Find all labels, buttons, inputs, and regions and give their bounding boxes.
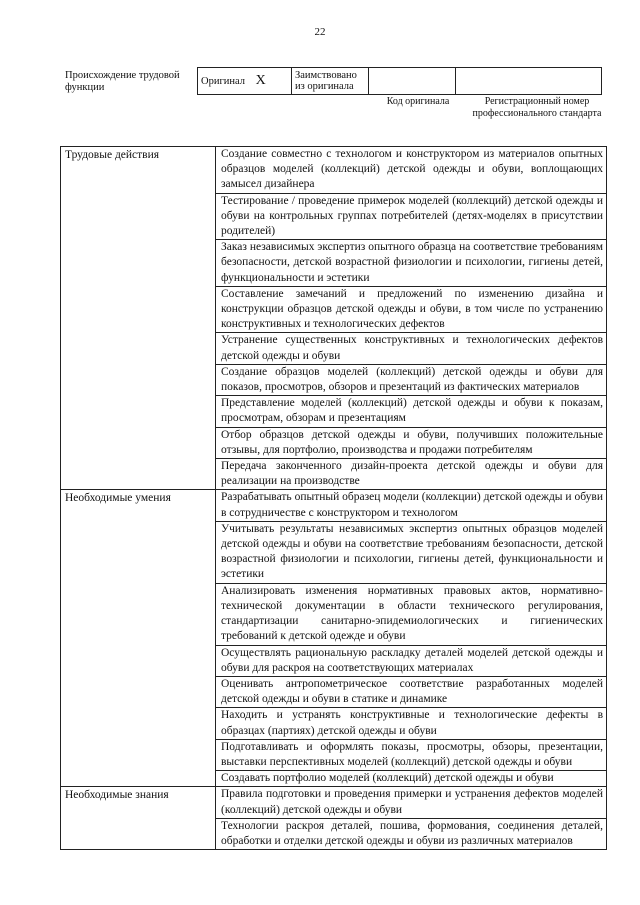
section-items — [216, 787, 607, 850]
original-label: Оригинал — [201, 76, 245, 87]
borrowed-cell: Заимствовано из оригинала — [292, 68, 369, 95]
list-item: Учитывать результаты независимых экспертиз опытных образцов моделей детской одежды и обуви на соответствие требованиям безопасности, детской возрастной физиологии и психологии, гигиены детей, функциональности и эстетики — [216, 522, 606, 584]
list-item: Подготавливать и оформлять показы, просмотры, обзоры, презентации, выставки перспективных моделей (коллекций) детской одежды и обуви — [216, 740, 606, 771]
list-item: Заказ независимых экспертиз опытного образца на соответствие требованиям безопасности, детской возрастной физиологии и психологии, гигиены детей, функциональности и эстетики — [216, 240, 606, 287]
list-item: Анализировать изменения нормативных правовых актов, нормативно-технической документации в области технического регулирования, стандартизации санитарно-эпидемиологических и гигиенических требований к детской одежде и обуви — [216, 584, 606, 646]
list-item: Устранение существенных конструктивных и технологических дефектов детской одежды и обуви — [216, 333, 606, 364]
section-title: Трудовые действия — [61, 147, 216, 490]
list-item: Разрабатывать опытный образец модели (коллекции) детской одежды и обуви в сотрудничестве с конструктором и технологом — [216, 490, 606, 521]
list-item: Создание совместно с технологом и конструктором из материалов опытных образцов моделей (коллекций) детской одежды и обуви, воплощающих замысел дизайнера — [216, 147, 606, 194]
origin-label: Происхождение трудовой функции — [65, 70, 180, 93]
section-items — [216, 490, 607, 787]
list-item: Тестирование / проведение примерок моделей (коллекций) детской одежды и обуви на контрольных группах потребителей (детях-моделях в присутствии родителей) — [216, 194, 606, 241]
section-title: Необходимые знания — [61, 787, 216, 850]
list-item: Находить и устранять конструктивные и технологические дефекты в образцах (партиях) детской одежды и обуви — [216, 708, 606, 739]
list-item: Представление моделей (коллекций) детской одежды и обуви к показам, просмотрам, обзорам и презентациям — [216, 396, 606, 427]
section-title: Необходимые умения — [61, 490, 216, 787]
list-item: Осуществлять рациональную раскладку деталей моделей детской одежды и обуви для раскроя на соответствующих материалах — [216, 646, 606, 677]
list-item: Создание образцов моделей (коллекций) детской одежды и обуви для показов, просмотров, обзоров и презентаций из фактических материалов — [216, 365, 606, 396]
registration-cell — [456, 68, 602, 95]
code-cell — [369, 68, 456, 95]
list-item: Технологии раскроя деталей, пошива, формования, соединения деталей, обработки и отделки детской одежды и обуви из различных материалов — [221, 819, 603, 847]
list-item: Составление замечаний и предложений по изменению дизайна и конструкции образцов детской одежды и обуви, в том числе по устранению конструктивных и технологических дефектов — [216, 287, 606, 334]
caption-code: Код оригинала — [386, 96, 450, 107]
functions-table — [60, 146, 607, 850]
page-number: 22 — [314, 26, 326, 38]
list-item: Оценивать антропометрическое соответствие разработанных моделей детской одежды и обуви в статике и динамике — [216, 677, 606, 708]
section-row — [61, 787, 607, 850]
original-cell — [198, 68, 292, 95]
section-row — [61, 147, 607, 490]
list-item: Создавать портфолио моделей (коллекций) детской одежды и обуви — [221, 772, 554, 785]
section-items — [216, 147, 607, 490]
origin-table — [197, 67, 602, 95]
list-item: Передача законченного дизайн-проекта детской одежды и обуви для реализации на производстве — [221, 460, 603, 488]
original-mark: Х — [255, 73, 266, 88]
list-item: Правила подготовки и проведения примерки и устранения дефектов моделей (коллекций) детской одежды и обуви — [216, 787, 606, 818]
caption-registration: Регистрационный номер профессионального стандарта — [472, 96, 602, 119]
list-item: Отбор образцов детской одежды и обуви, получивших положительные отзывы, для портфолио, производства и продажи потребителям — [216, 428, 606, 459]
section-row — [61, 490, 607, 787]
